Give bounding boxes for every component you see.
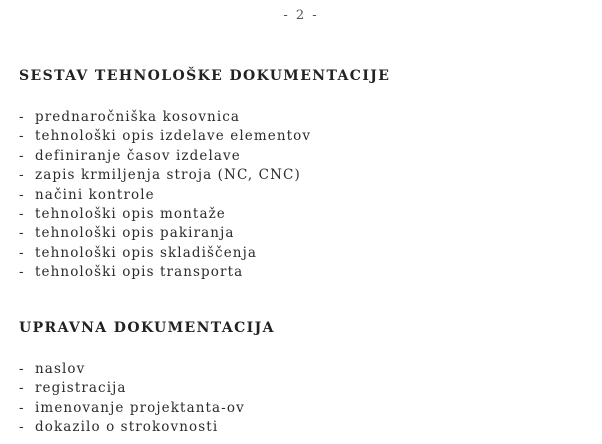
bullet-dash: - <box>19 109 25 125</box>
list-item-text: prednaročniška kosovnica <box>35 109 241 125</box>
page-number: - 2 - <box>283 8 319 23</box>
list-item-text: dokazilo o strokovnosti <box>35 419 219 436</box>
list-item <box>19 224 311 243</box>
list-item-text: tehnološki opis skladiščenja <box>35 244 258 261</box>
list-item <box>19 127 311 146</box>
bullet-dash: - <box>19 147 25 164</box>
list-item-text: tehnološki opis transporta <box>35 264 244 281</box>
list-item-text: definiranje časov izdelave <box>35 147 241 164</box>
bullet-dash: - <box>19 225 25 242</box>
section-heading-technological-documentation: SESTAV TEHNOLOŠKE DOKUMENTACIJE <box>19 68 391 84</box>
list-item <box>19 186 311 205</box>
list-item-text: imenovanje projektanta-ov <box>35 399 245 416</box>
list-item <box>19 263 311 282</box>
list-item <box>19 379 245 398</box>
list-item <box>19 166 311 185</box>
list-item <box>19 244 311 263</box>
bullet-dash: - <box>19 244 25 261</box>
list-item-text: registracija <box>35 380 127 397</box>
list-item-text: zapis krmiljenja stroja (NC, CNC) <box>35 167 301 184</box>
bullet-dash: - <box>19 205 25 222</box>
section-heading-administrative-documentation: UPRAVNA DOKUMENTACIJA <box>19 320 275 336</box>
list-item-text: tehnološki opis montaže <box>35 205 226 222</box>
bullet-dash: - <box>19 361 25 377</box>
list-item-text: tehnološki opis izdelave elementov <box>35 128 312 145</box>
list-item-text: naslov <box>35 361 86 377</box>
administrative-documentation-list <box>19 360 245 438</box>
list-item <box>19 360 245 379</box>
bullet-dash: - <box>19 399 25 416</box>
list-item <box>19 418 245 437</box>
list-item <box>19 399 245 418</box>
bullet-dash: - <box>19 264 25 281</box>
bullet-dash: - <box>19 419 25 436</box>
bullet-dash: - <box>19 380 25 397</box>
bullet-dash: - <box>19 167 25 184</box>
list-item-text: načini kontrole <box>35 186 155 203</box>
list-item-text: tehnološki opis pakiranja <box>35 225 235 242</box>
list-item <box>19 108 311 127</box>
bullet-dash: - <box>19 186 25 203</box>
list-item <box>19 147 311 166</box>
list-item <box>19 205 311 224</box>
technological-documentation-list <box>19 108 311 283</box>
bullet-dash: - <box>19 128 25 145</box>
